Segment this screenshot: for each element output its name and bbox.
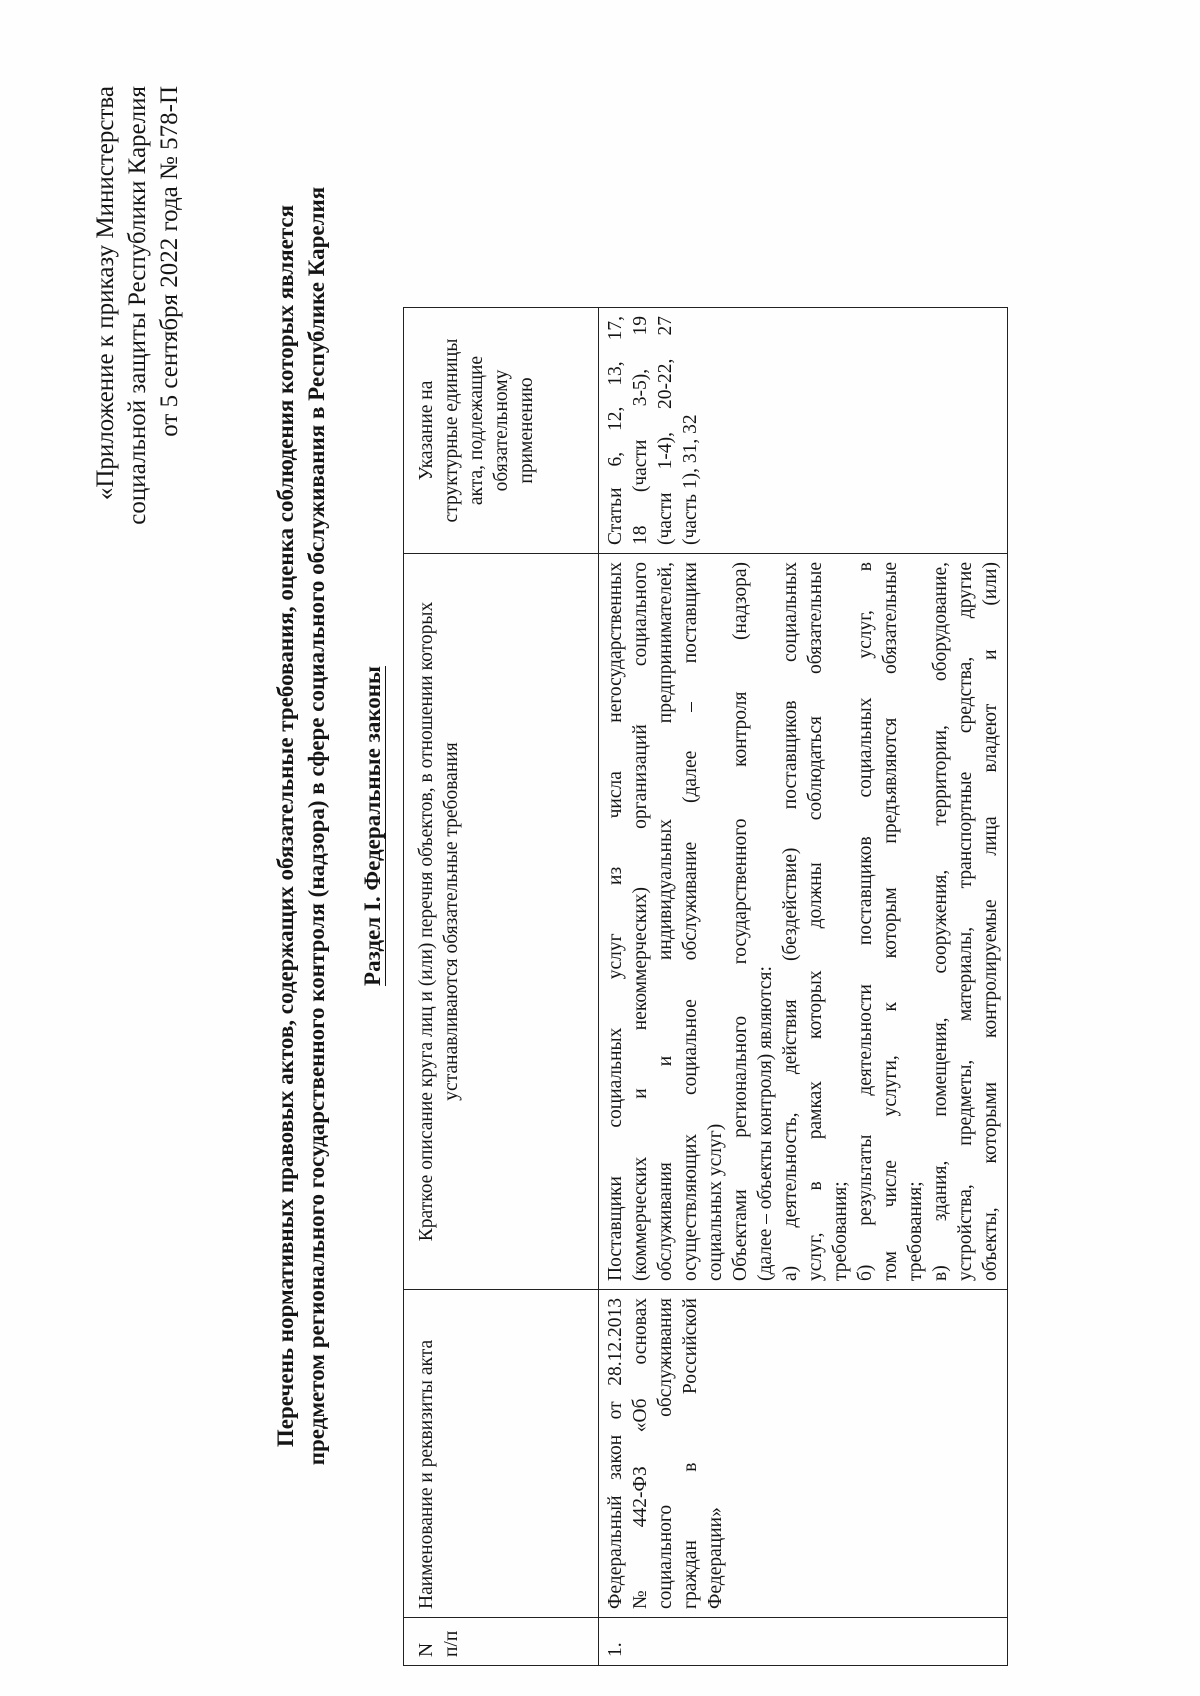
appendix-line: «Приложение к приказу Министерства [92, 86, 119, 501]
description-line: Объектами регионального государственного контроля (надзора) [730, 562, 751, 1281]
act-name-line: Федеральный закон от 28.12.2013 [605, 1298, 626, 1609]
description-line: осуществляющих социальное обслуживание (далее – поставщики [680, 562, 701, 1281]
appendix-line: социальной защиты Республики Карелия [124, 86, 151, 525]
description-line: том числе услуги, к которым предъявляются обязательные [880, 562, 901, 1281]
description-line: устройства, предметы, материалы, транспортные средства, другие [955, 562, 976, 1281]
description-line: б) результаты деятельности поставщиков социальных услуг, в [855, 562, 876, 1281]
structural-units-line: 18 (части 3-5), 19 [630, 316, 651, 545]
description-line: социальных услуг) [705, 1123, 726, 1281]
header-act-name: Наименование и реквизиты акта [404, 1290, 599, 1618]
description-line: (коммерческих и некоммерческих) организаций социального [630, 562, 651, 1281]
description-line: требования; [905, 1181, 926, 1281]
act-name-line: Федерации» [705, 1507, 726, 1609]
document-title-line: Перечень нормативных правовых актов, содержащих обязательные требования, оценка соблюдения которых является [273, 204, 298, 1448]
row-description [599, 554, 1008, 1290]
description-line: (далее – объекты контроля) являются: [755, 966, 776, 1281]
appendix-line: от 5 сентября 2022 года № 578-П [156, 86, 183, 437]
appendix-header [90, 86, 186, 606]
header-number: N п/п [404, 1618, 599, 1666]
section-heading-text: Раздел I. Федеральные законы [360, 666, 385, 986]
description-line: объекты, которыми контролируемые лица владеют и (или) [980, 562, 1001, 1281]
act-name-line: социального обслуживания [655, 1298, 676, 1609]
table-header-row [404, 308, 599, 1666]
row-number: 1. [599, 1618, 1008, 1666]
document-title [270, 76, 332, 1576]
description-line: Поставщики социальных услуг из числа негосударственных [605, 562, 626, 1281]
description-line: а) деятельность, действия (бездействие) поставщиков социальных [780, 562, 801, 1281]
row-act-name [599, 1290, 1008, 1618]
structural-units-line: (части 1-4), 20-22, 27 [655, 316, 676, 545]
header-structural-units: Указание на структурные единицы акта, подлежащие обязательному применению [404, 308, 599, 554]
header-description: Краткое описание круга лиц и (или) перечня объектов, в отношении которых устанавливаются обязательные требования [404, 554, 599, 1290]
description-line: обслуживания и индивидуальных предпринимателей, [655, 562, 676, 1281]
requirements-table [403, 307, 1008, 1666]
description-line: требования; [830, 1181, 851, 1281]
act-name-line: № 442-ФЗ «Об основах [630, 1298, 651, 1609]
structural-units-line: (часть 1), 31, 32 [680, 414, 701, 545]
act-name-line: граждан в Российской [680, 1298, 701, 1609]
section-heading [360, 76, 386, 1576]
description-line: в) здания, помещения, сооружения, территории, оборудование, [930, 562, 951, 1281]
table-row [599, 308, 1008, 1666]
description-line: услуг, в рамках которых должны соблюдаться обязательные [805, 562, 826, 1281]
row-structural-units [599, 308, 1008, 554]
document-title-line: предметом регионального государственного контроля (надзора) в сфере социального обслуживания в Республике Карелия [304, 186, 329, 1466]
structural-units-line: Статьи 6, 12, 13, 17, [605, 316, 626, 545]
